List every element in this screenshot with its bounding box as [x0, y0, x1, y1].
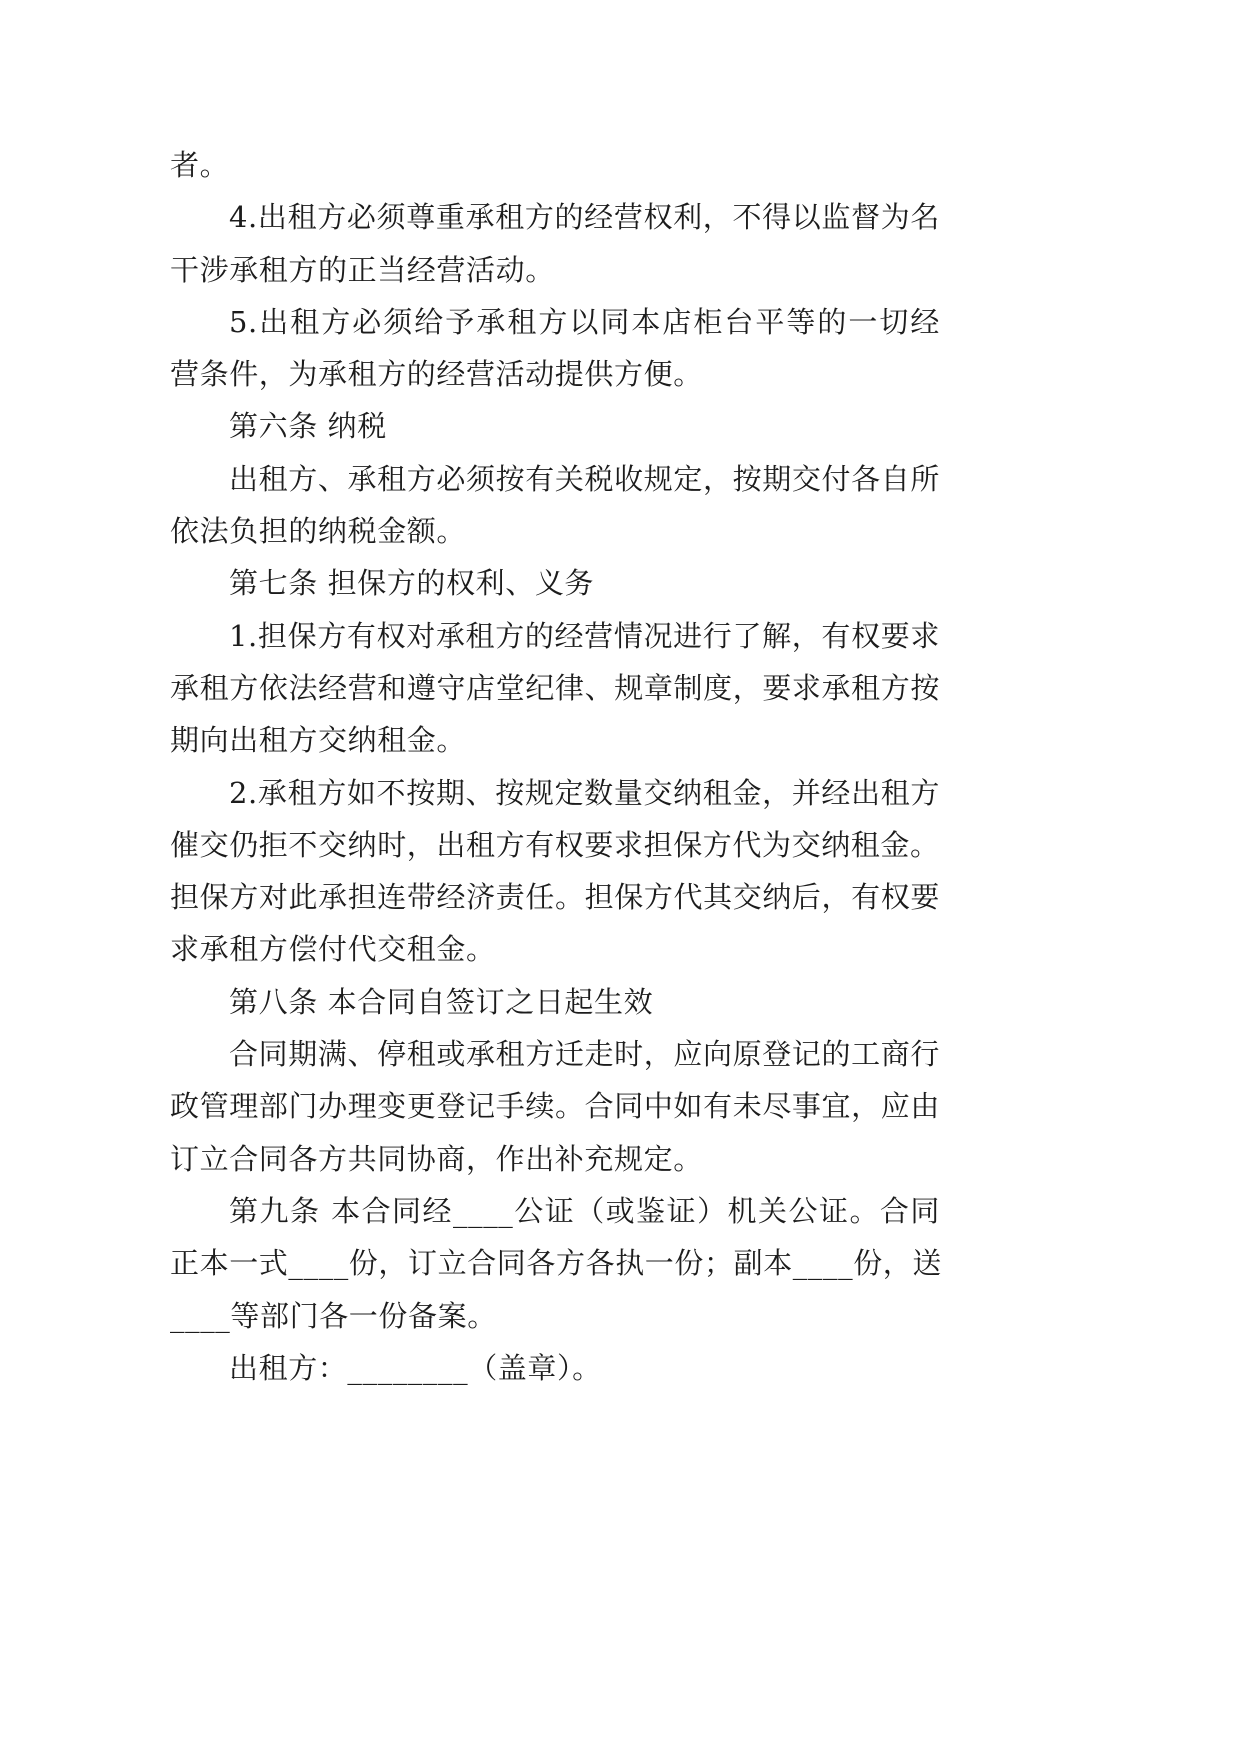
text-line: 求承租方偿付代交租金。: [170, 932, 496, 967]
article-8-heading: [170, 976, 940, 1028]
text-line: 出租方、承租方必须按有关税收规定，按期交付各自所: [229, 461, 940, 496]
text-line: 依法负担的纳税金额。: [170, 514, 467, 549]
text-line: 催交仍拒不交纳时，出租方有权要求担保方代为交纳租金。: [170, 827, 940, 862]
text-line: ____等部门各一份备案。: [170, 1298, 497, 1333]
text-line: 营条件，为承租方的经营活动提供方便。: [170, 357, 703, 392]
text-line: 订立合同各方共同协商，作出补充规定。: [170, 1141, 703, 1176]
text-line: 担保方对此承担连带经济责任。担保方代其交纳后，有权要: [170, 880, 940, 915]
text-line: 第七条 担保方的权利、义务: [229, 566, 595, 601]
text-line: 者。: [170, 148, 230, 182]
text-line: 干涉承租方的正当经营活动。: [170, 252, 555, 287]
text-line: 5.出租方必须给予承租方以同本店柜台平等的一切经: [229, 304, 940, 339]
text-line: 第六条 纳税: [229, 409, 387, 444]
text-line: 2.承租方如不按期、按规定数量交纳租金，并经出租方: [229, 775, 940, 810]
article-7-heading: [170, 557, 940, 609]
text-line: 承租方依法经营和遵守店堂纪律、规章制度，要求承租方按: [170, 670, 940, 705]
article-8-body: [170, 1028, 940, 1185]
text-line: 合同期满、停租或承租方迁走时，应向原登记的工商行: [229, 1037, 940, 1072]
text-line: 出租方：________（盖章）。: [229, 1350, 602, 1385]
clause-item-1: [170, 610, 940, 767]
text-line: 第九条 本合同经____公证（或鉴证）机关公证。合同: [229, 1193, 940, 1228]
text-line: 第八条 本合同自签订之日起生效: [229, 984, 654, 1019]
clause-item-4: [170, 191, 940, 296]
article-6-heading: [170, 400, 940, 452]
lessor-signature-line: [170, 1342, 940, 1394]
text-line: 正本一式____份，订立合同各方各执一份；副本____份，送: [170, 1246, 943, 1281]
clause-item-2: [170, 767, 940, 976]
document-body: [170, 139, 943, 1394]
text-line: 期向出租方交纳租金。: [170, 723, 467, 758]
text-line: 1.担保方有权对承租方的经营情况进行了解，有权要求: [229, 618, 940, 653]
clause-item-5: [170, 296, 940, 401]
text-line: 4.出租方必须尊重承租方的经营权利，不得以监督为名: [229, 200, 940, 235]
article-9-body: [170, 1185, 943, 1342]
continued-paragraph: [170, 139, 940, 191]
text-line: 政管理部门办理变更登记手续。合同中如有未尽事宜，应由: [170, 1089, 940, 1124]
article-6-body: [170, 453, 940, 558]
